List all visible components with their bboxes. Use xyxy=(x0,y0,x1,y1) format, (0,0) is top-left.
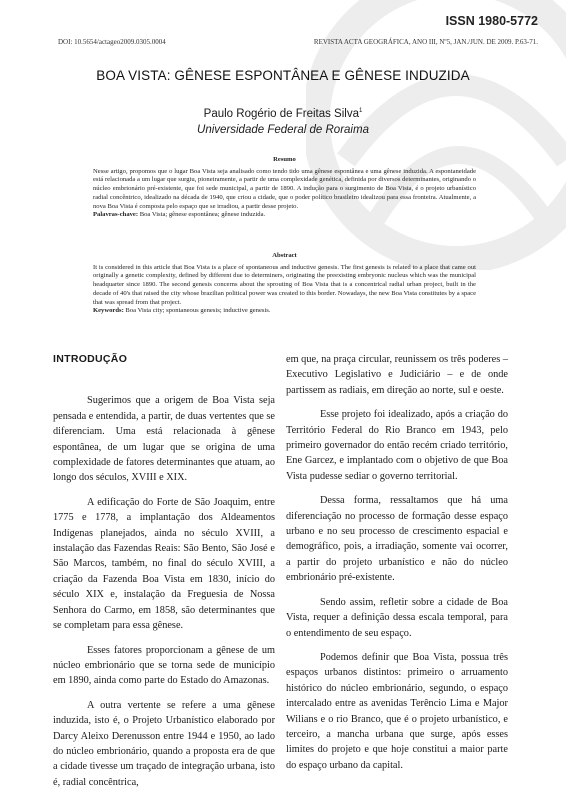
resumo-heading: Resumo xyxy=(273,156,296,163)
abstract-keywords xyxy=(93,307,476,316)
author-affiliation: Universidade Federal de Roraima xyxy=(197,124,369,136)
resumo-keywords xyxy=(93,211,476,220)
author-name xyxy=(0,108,566,120)
body-paragraph: Podemos definir que Boa Vista, possua três espaços urbanos distintos: primeiro o arruamento histórico do núcleo embrionário, segundo, o espaço intercalado entre as avenidas Terêncio Lima e Major Wilians e o rio Branco, que é o projeto urbanístico, e terceiro, a mancha urbana que surge, após esses limites do projeto e que hoje constitui a maior parte do espaço urbano da capital. xyxy=(286,651,508,771)
article-title: BOA VISTA: GÊNESE ESPONTÂNEA E GÊNESE INDUZIDA xyxy=(96,68,470,83)
body-paragraph: Esses fatores proporcionam a gênese de um núcleo embrionário que se torna sede de município em 1890, ainda como parte do Estado do Amazonas. xyxy=(53,644,275,687)
abstract-heading: Abstract xyxy=(272,252,297,259)
body-paragraph: Esse projeto foi idealizado, após a criação do Território Federal do Rio Branco em 1943, pelo primeiro governador do então recém criado território, Ene Garcez, e implantado com o objetivo de que Boa Vista pudesse sediar o governo territorial. xyxy=(286,409,508,482)
body-paragraph: A edificação do Forte de São Joaquim, entre 1775 e 1778, a implantação dos Aldeamentos Indígenas planejados, ainda no século XVIII, a instalação das Fazendas Reais: São Bento, São José e São Marcos, também, no final do século XVIII, a criação da Fazenda Boa Vista em 1830, início do século XIX e, instalação da Freguesia de Nossa Senhora do Carmo, em 1858, são determinantes que se completam para essa gênese. xyxy=(53,496,275,632)
body-paragraph: Dessa forma, ressaltamos que há uma diferenciação no processo de formação desse espaço urbano e no seu processo de crescimento espacial e demográfico, pois, a irradiação, somente vai ocorrer, a partir do projeto urbanístico e não do núcleo embrionário pré-existente. xyxy=(286,495,508,584)
abstract-text: It is considered in this article that Boa Vista is a place of spontaneous and inductive genesis. The first genesis is related to a place that came out originally a genetic complexity, defined by different due to determiners, originating the preexisting embryonic nucleus which was the municipal headquarter since 1890. The second genesis concerns about the sprouting of Boa Vista that is a concentrical radial urban project, built in the decade of 40's that raised the city whose brazilian political power was created to this border. Nowadays, the new Boa Vista constitutes by a space that was spread from that project. xyxy=(93,263,476,306)
body-paragraph: Sendo assim, refletir sobre a cidade de Boa Vista, requer a definição dessa escala temporal, para o entendimento de seu espaço. xyxy=(286,596,508,639)
abstract-keywords-text: Boa Vista city; spontaneous genesis; inductive genesis. xyxy=(123,307,271,315)
resumo-section xyxy=(93,156,476,220)
section-heading-introducao: INTRODUÇÃO xyxy=(53,353,128,365)
body-paragraph: Sugerimos que a origem de Boa Vista seja pensada e entendida, a partir, de duas vertentes que se diferenciam. Uma está relacionada à gênese espontânea, de um lugar que se origina de uma complexidade de fatores determinantes que atuam, ao longo dos séculos, XVIII e XIX. xyxy=(53,395,275,484)
body-left-column xyxy=(53,352,275,799)
resumo-keywords-text: Boa Vista; gênese espontânea; gênese induzida. xyxy=(138,211,266,219)
resumo-text: Nesse artigo, propomos que o lugar Boa Vista seja analisado como tendo tido uma gênese espontânea e uma gênese induzida. A espontaneidade está relacionada a um lugar que surgiu, pioneiramente, a partir de uma complexidade genética, definida por diversos determinantes, originando o núcleo embrionário pré-existente, que foi sede municipal, a partir de 1890. A indução para o surgimento de Boa Vista, é o projeto urbanístico radial concêntrico, idealizado na década de 1940, que criou a cidade, que o poder político brasileiro idealizou para essa fronteira. Atualmente, a nova Boa Vista é composta pelo espaço que se irradiou, a partir desse projeto. xyxy=(93,167,476,210)
issn-label: ISSN 1980-5772 xyxy=(445,14,538,28)
abstract-keywords-label: Keywords: xyxy=(93,307,124,315)
body-paragraph-continuation: em que, na praça circular, reunissem os três poderes – Executivo Legislativo e Judiciário – e de onde partissem as radiais, em direção ao norte, sul e oeste. xyxy=(286,354,508,396)
body-paragraph: A outra vertente se refere a uma gênese induzida, isto é, o Projeto Urbanístico elaborado por Darcy Aleixo Derenusson entre 1944 e 1950, ao lado do núcleo embrionário, quando a proposta era de que a cidade tivesse um traçado de integração urbana, isto é, radial concêntrica, xyxy=(53,699,275,788)
abstract-section xyxy=(93,252,476,316)
resumo-keywords-label: Palavras-chave: xyxy=(93,211,139,219)
journal-citation: REVISTA ACTA GEOGRÁFICA, ANO III, Nº5, JAN./JUN. DE 2009. P.63-71. xyxy=(313,38,538,46)
doi-label: DOI: 10.5654/actageo2009.0305.0004 xyxy=(58,38,166,46)
author-footnote-mark: 1 xyxy=(359,108,363,115)
author-name-text: Paulo Rogério de Freitas Silva xyxy=(203,108,359,120)
body-right-column xyxy=(286,352,508,782)
